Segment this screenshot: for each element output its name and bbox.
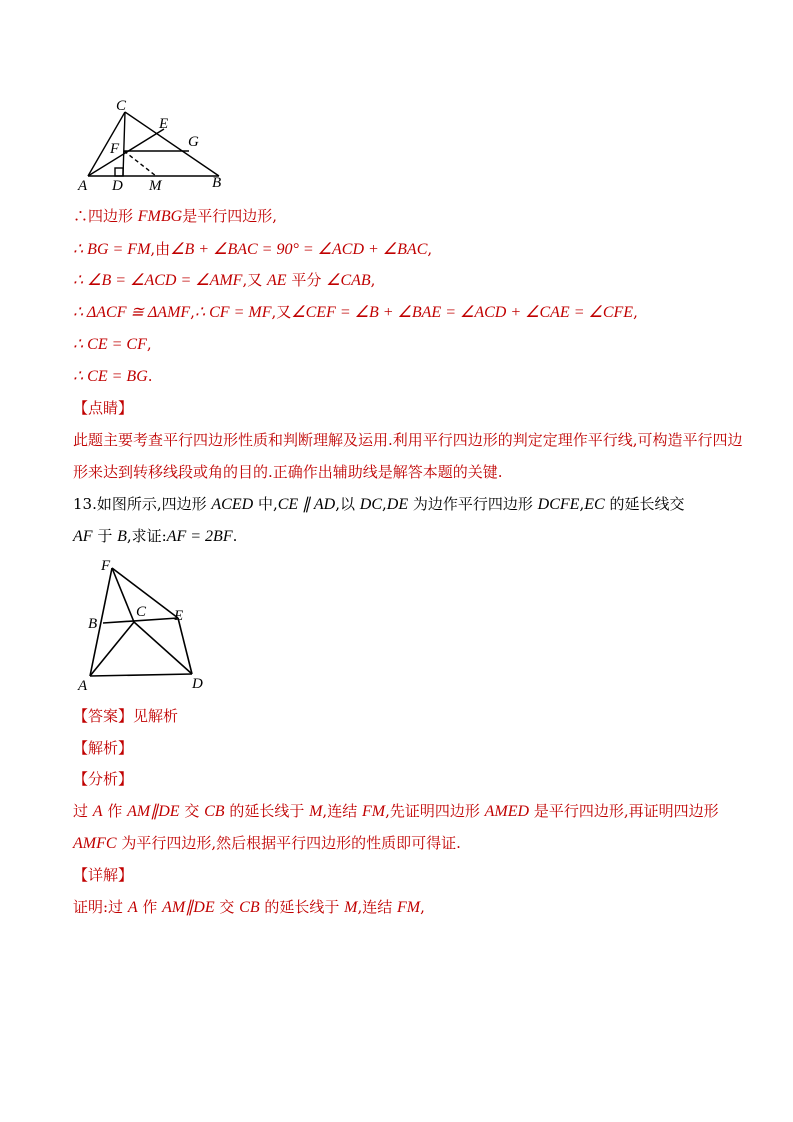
question-13-line-1: 13.如图所示,四边形 ACED 中,CE ∥ AD,以 DC,DE 为边作平行四边形 DCFE,EC 的延长线交 [73, 495, 685, 513]
label-e2: E [174, 608, 184, 624]
label-d2: D [192, 676, 203, 692]
answer-heading: 【答案】 [73, 707, 134, 725]
label-b2: B [88, 616, 98, 632]
label-f2: F [101, 558, 111, 574]
proof-line-5: ∴ CE = CF, [73, 335, 152, 353]
label-m: M [149, 178, 162, 194]
xiangjie-heading: 【详解】 [73, 866, 134, 884]
proof-line-3: ∴ ∠B = ∠ACD = ∠AMF,又 AE 平分 ∠CAB, [73, 271, 376, 289]
jiexi-heading: 【解析】 [73, 739, 134, 757]
label-c2: C [136, 604, 147, 620]
xiangjie-line-1: 证明:过 A 作 AM∥DE 交 CB 的延长线于 M,连结 FM, [73, 898, 425, 916]
answer-line [73, 706, 178, 726]
label-a2: A [78, 678, 88, 694]
label-d: D [112, 178, 123, 194]
fenxi-heading: 【分析】 [73, 770, 134, 788]
label-a: A [78, 178, 88, 194]
dianjing-line-2: 形来达到转移线段或角的目的.正确作出辅助线是解答本题的关键. [73, 463, 503, 481]
figure-triangle-fmbg [74, 96, 234, 196]
proof-line-2: ∴ BG = FM,由∠B + ∠BAC = 90° = ∠ACD + ∠BAC, [73, 240, 433, 258]
proof-line-4: ∴ ΔACF ≅ ΔAMF,∴ CF = MF,又∠CEF = ∠B + ∠BAE = ∠ACD + ∠CAE = ∠CFE, [73, 303, 638, 321]
proof-line-1: ∴四边形 FMBG是平行四边形, [73, 207, 277, 225]
label-e: E [159, 116, 169, 132]
dianjing-heading: 【点睛】 [73, 399, 134, 417]
fenxi-line-1: 过 A 作 AM∥DE 交 CB 的延长线于 M,连结 FM,先证明四边形 AMED 是平行四边形,再证明四边形 [73, 802, 719, 820]
proof-line-6: ∴ CE = BG. [73, 367, 153, 385]
dianjing-line-1: 此题主要考查平行四边形性质和判断理解及运用.利用平行四边形的判定定理作平行线,可构造平行四边 [73, 431, 743, 449]
label-b: B [212, 175, 222, 191]
label-f: F [110, 141, 120, 157]
question-13-line-2: AF 于 B,求证:AF = 2BF. [73, 527, 238, 545]
answer-text: 见解析 [133, 707, 179, 725]
figure-quadrilateral-aced [76, 556, 216, 696]
label-g: G [188, 134, 199, 150]
fenxi-line-2: AMFC 为平行四边形,然后根据平行四边形的性质即可得证. [73, 834, 461, 852]
label-c: C [116, 98, 127, 114]
